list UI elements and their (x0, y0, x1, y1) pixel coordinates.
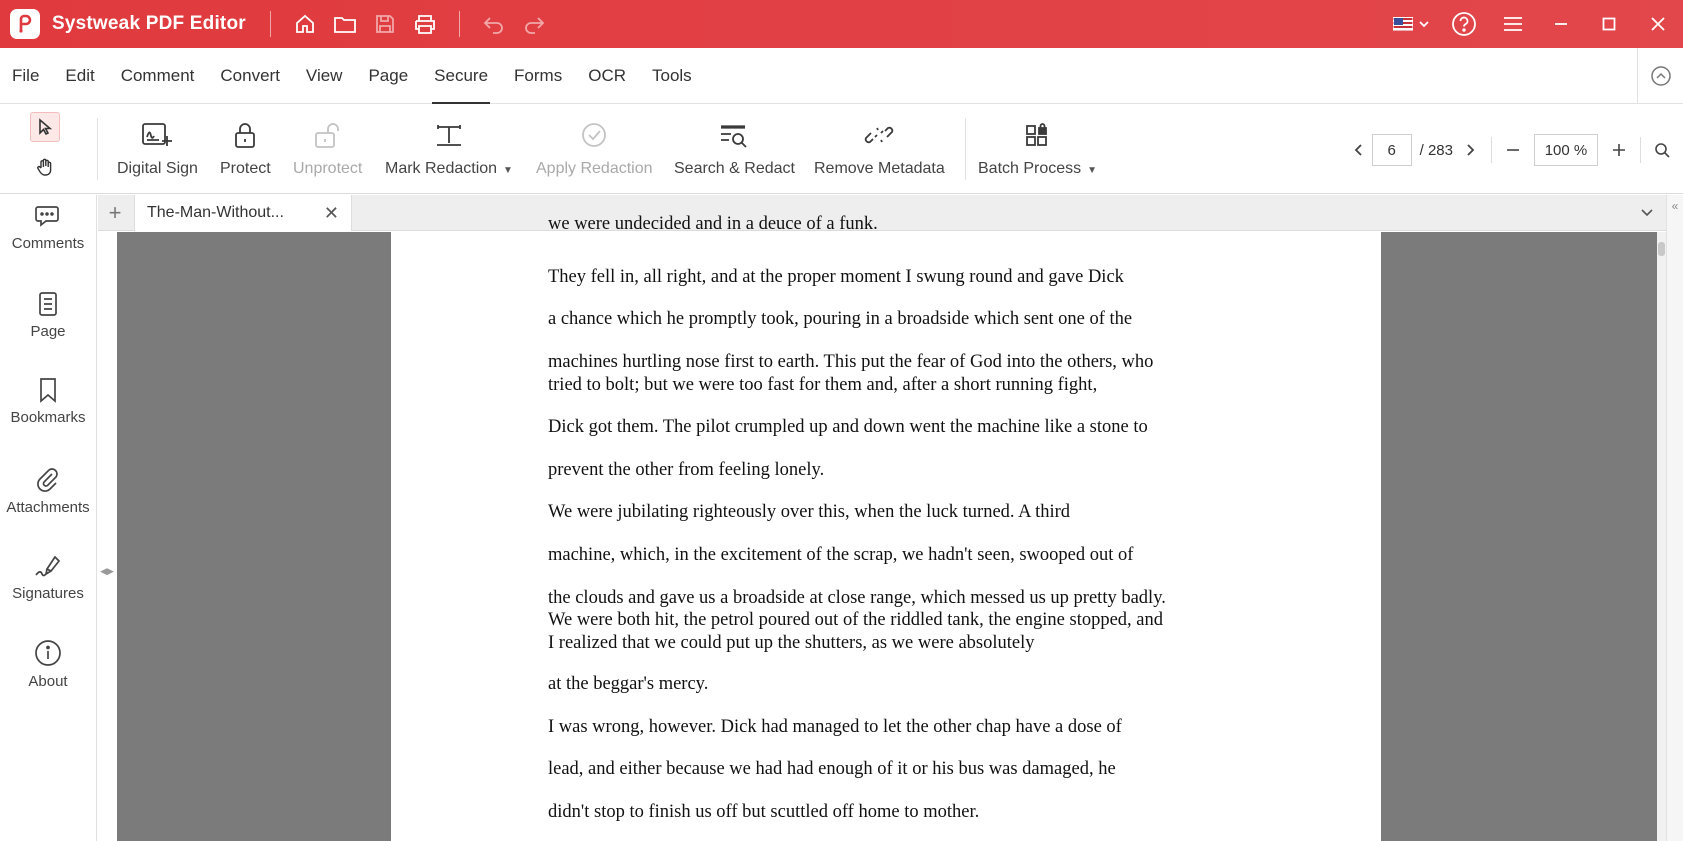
page-icon (35, 291, 61, 317)
batch-process-button[interactable]: Batch Process ▼ (978, 114, 1097, 190)
pdf-page (391, 214, 1381, 841)
text-line: machines hurtling nose first to earth. This put the fear of God into the others, who (548, 352, 1154, 372)
text-line: we were undecided and in a deuce of a funk. (548, 214, 878, 234)
pager-separator (1640, 137, 1641, 163)
menu-view[interactable]: View (305, 65, 343, 85)
menu-tools[interactable]: Tools (652, 65, 692, 85)
collapse-ribbon-button[interactable] (1637, 48, 1683, 104)
sidebar-item-page[interactable]: Page (0, 291, 96, 340)
menu-bar (0, 48, 1683, 104)
check-circle-icon (579, 120, 609, 150)
home-button[interactable] (285, 4, 325, 44)
us-flag-icon (1393, 17, 1413, 31)
total-pages: / 283 (1419, 141, 1453, 159)
document-viewer[interactable] (117, 214, 1657, 841)
select-tool-button[interactable] (30, 112, 60, 142)
text-line: lead, and either because we had had enough of it or his bus was damaged, he (548, 759, 1116, 779)
search-icon (1654, 142, 1670, 158)
document-tab-title: The-Man-Without... (147, 204, 284, 221)
previous-page-button[interactable] (1346, 142, 1372, 158)
text-line: a chance which he promptly took, pouring in a broadside which sent one of the (548, 309, 1133, 329)
lock-icon (232, 120, 258, 150)
open-folder-button[interactable] (325, 4, 365, 44)
ribbon-divider (965, 118, 966, 180)
help-icon (1451, 11, 1477, 37)
text-line: I realized that we could put up the shutters, as we were absolutely (548, 633, 1035, 653)
zoom-level-input[interactable]: 100 % (1534, 134, 1598, 166)
minus-icon (1505, 142, 1521, 158)
dropdown-caret-icon[interactable]: ▼ (503, 165, 513, 176)
sidebar-item-about[interactable]: About (0, 639, 96, 690)
pager-separator (1491, 137, 1492, 163)
sidebar-item-attachments[interactable]: Attachments (0, 465, 96, 516)
menu-page[interactable]: Page (368, 65, 409, 85)
info-icon (34, 639, 62, 667)
menu-ocr[interactable]: OCR (588, 65, 626, 85)
zoom-in-button[interactable] (1606, 142, 1632, 158)
title-separator (459, 11, 460, 37)
maximize-icon (1601, 16, 1617, 32)
menu-edit[interactable]: Edit (65, 65, 95, 85)
sidebar-item-comments[interactable]: Comments (0, 203, 96, 252)
printer-icon (413, 13, 437, 35)
unprotect-button[interactable]: Unprotect (293, 114, 362, 190)
chevron-right-icon (1464, 142, 1476, 158)
chevron-down-icon (1417, 17, 1431, 31)
close-window-button[interactable] (1633, 4, 1683, 44)
right-panel-collapse-button[interactable]: « (1666, 195, 1683, 841)
home-icon (294, 13, 316, 35)
text-line: I was wrong, however. Dick had managed to let the other chap have a dose of (548, 717, 1122, 737)
protect-button[interactable]: Protect (220, 114, 271, 190)
hamburger-menu-button[interactable] (1489, 4, 1537, 44)
menu-comment[interactable]: Comment (120, 65, 195, 85)
text-line: machine, which, in the excitement of the scrap, we hadn't seen, swooped out of (548, 545, 1134, 565)
current-page-input[interactable]: 6 (1372, 134, 1412, 166)
text-line: Dick got them. The pilot crumpled up and down went the machine like a stone to (548, 417, 1148, 437)
document-tab[interactable] (134, 195, 352, 231)
sidebar-resize-handle[interactable]: ◀▶ (100, 565, 114, 576)
text-line: We were both hit, the petrol poured out of the riddled tank, the engine stopped, and (548, 610, 1164, 630)
document-tab-strip (98, 195, 1666, 231)
redaction-text-icon (434, 120, 464, 150)
page-navigation (1346, 132, 1683, 168)
chevron-down-icon (1638, 203, 1656, 221)
redo-button[interactable] (514, 4, 554, 44)
menu-file[interactable]: File (12, 65, 40, 85)
plus-icon (1611, 142, 1627, 158)
text-line: tried to bolt; but we were too fast for them and, after a short running fight, (548, 375, 1098, 395)
menu-secure[interactable]: Secure (421, 48, 501, 104)
broken-link-icon (863, 120, 895, 150)
sidebar-item-bookmarks[interactable]: Bookmarks (0, 377, 96, 426)
menu-convert[interactable]: Convert (220, 65, 280, 85)
menu-forms[interactable]: Forms (514, 65, 563, 85)
close-icon (1649, 15, 1667, 33)
hand-icon (35, 157, 55, 177)
apply-redaction-button[interactable]: Apply Redaction (536, 114, 653, 190)
help-button[interactable] (1439, 4, 1489, 44)
sidebar-item-signatures[interactable]: Signatures (0, 553, 96, 602)
text-line: We were jubilating righteously over this, when the luck turned. A third (548, 502, 1071, 522)
dropdown-caret-icon[interactable]: ▼ (1087, 165, 1098, 176)
search-redact-button[interactable]: Search & Redact (674, 114, 795, 190)
secure-ribbon (0, 104, 1683, 194)
mode-tools (30, 112, 64, 192)
zoom-out-button[interactable] (1500, 142, 1526, 158)
text-line: They fell in, all right, and at the proper moment I swung round and gave Dick (548, 267, 1124, 287)
close-tab-icon[interactable]: ✕ (323, 202, 339, 223)
mark-redaction-button[interactable]: Mark Redaction ▼ (385, 114, 513, 190)
chevron-left-icon (1353, 142, 1365, 158)
text-line: didn't stop to finish us off but scuttled off home to mother. (548, 802, 980, 822)
unlock-icon (313, 120, 343, 150)
ribbon-divider (97, 118, 98, 180)
next-page-button[interactable] (1457, 142, 1483, 158)
hand-tool-button[interactable] (30, 152, 60, 182)
app-title: Systweak PDF Editor (52, 13, 246, 34)
title-bar (0, 0, 1683, 48)
paperclip-icon (35, 465, 61, 493)
batch-process-icon (1023, 120, 1053, 150)
digital-sign-icon (140, 120, 174, 150)
chevron-up-circle-icon (1650, 65, 1672, 87)
title-separator (270, 11, 271, 37)
remove-metadata-button[interactable]: Remove Metadata (814, 114, 945, 190)
language-selector[interactable] (1385, 4, 1439, 44)
left-sidebar (0, 195, 97, 841)
text-line: the clouds and gave us a broadside at close range, which messed us up pretty badly. (548, 588, 1166, 608)
print-button[interactable] (405, 4, 445, 44)
signature-pen-icon (33, 553, 63, 579)
bookmark-icon (35, 377, 61, 403)
digital-sign-button[interactable]: Digital Sign (117, 114, 198, 190)
text-line: prevent the other from feeling lonely. (548, 460, 825, 480)
search-redact-icon (718, 120, 750, 150)
new-tab-button[interactable]: + (108, 200, 122, 225)
app-logo-icon (10, 9, 40, 39)
tab-list-dropdown[interactable] (1638, 203, 1656, 226)
text-line: at the beggar's mercy. (548, 674, 709, 694)
minimize-icon (1552, 15, 1570, 33)
undo-icon (482, 13, 506, 35)
redo-icon (522, 13, 546, 35)
minimize-button[interactable] (1537, 4, 1585, 44)
search-button[interactable] (1649, 142, 1675, 158)
save-button[interactable] (365, 4, 405, 44)
scrollbar-thumb[interactable] (1658, 242, 1665, 256)
save-icon (374, 13, 396, 35)
cursor-arrow-icon (36, 118, 54, 136)
vertical-scrollbar[interactable] (1657, 232, 1666, 841)
comments-icon (34, 203, 62, 229)
maximize-button[interactable] (1585, 4, 1633, 44)
folder-icon (333, 13, 357, 35)
hamburger-icon (1502, 15, 1524, 33)
undo-button[interactable] (474, 4, 514, 44)
